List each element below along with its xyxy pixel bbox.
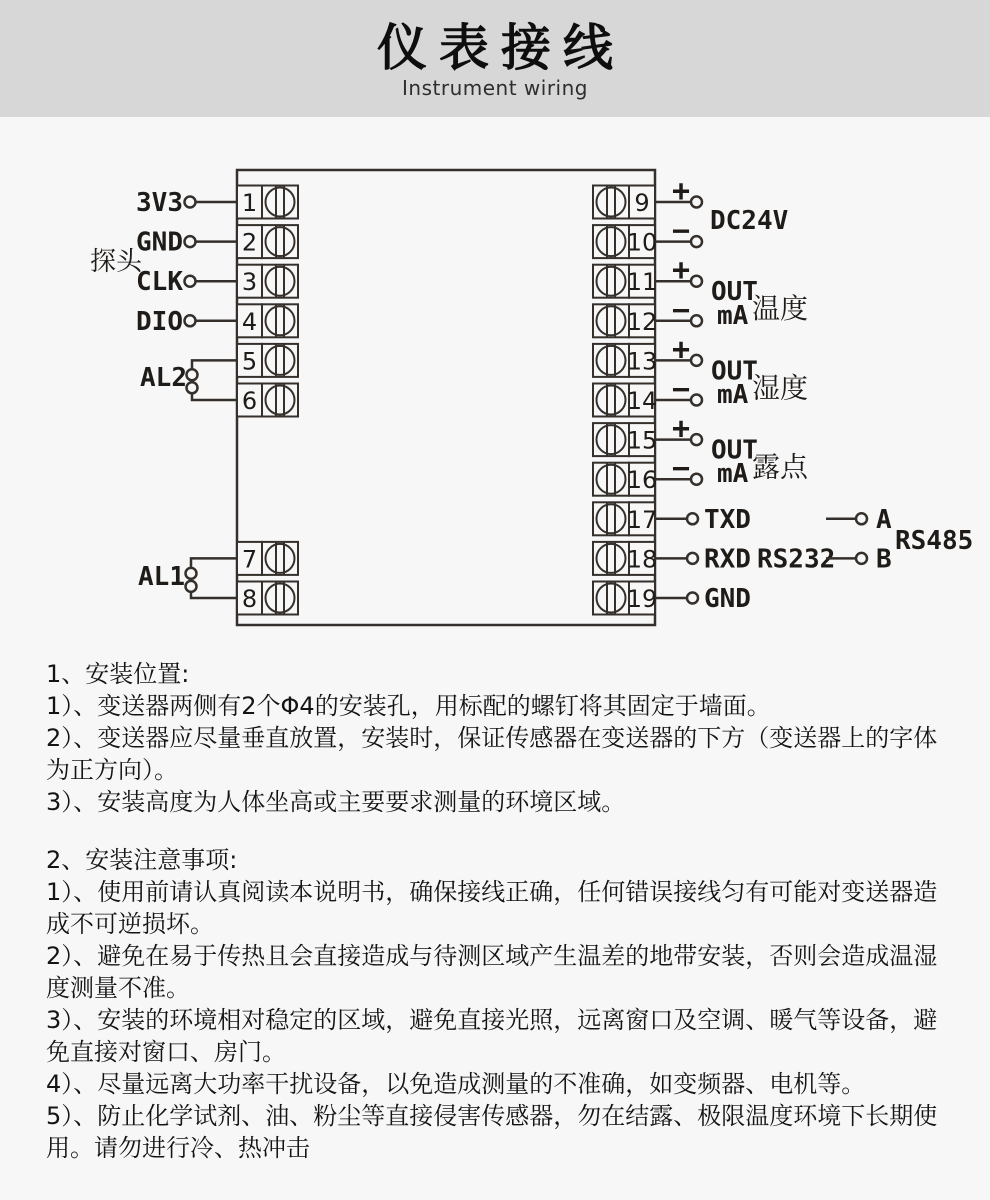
terminal-number: 2 <box>241 228 258 257</box>
txd-label: TXD <box>704 504 751 535</box>
instruction-item: 3）、安装的环境相对稳定的区域，避免直接光照，远离窗口及空调、暖气等设备，避免直接对窗口、房门。 <box>46 1006 938 1066</box>
terminal-2 <box>237 225 298 258</box>
terminal-8 <box>237 582 298 615</box>
terminal-13 <box>593 344 657 377</box>
terminal-12 <box>593 304 657 337</box>
output-dewpoint <box>655 412 809 490</box>
out-label: OUT <box>711 435 758 466</box>
wiring-diagram <box>0 117 990 652</box>
terminal-17 <box>593 502 657 535</box>
rs485-b-label: B <box>876 544 892 575</box>
minus-sign: − <box>671 213 691 249</box>
terminal-16 <box>593 463 657 496</box>
alarm-al2 <box>140 360 237 400</box>
probe-label: 探头 <box>90 247 143 277</box>
terminal-number: 7 <box>241 545 258 574</box>
page-title: 仪表接线 <box>377 19 625 77</box>
terminal-number: 19 <box>626 585 658 613</box>
output-humidity <box>655 332 808 410</box>
rs232-label: RS232 <box>757 544 836 575</box>
instruction-item: 3）、安装高度为人体坐高或主要要求测量的环境区域。 <box>46 788 626 816</box>
terminal-number: 16 <box>626 466 658 495</box>
terminal-number: 1 <box>241 189 258 217</box>
instruction-item: 5）、防止化学试剂、油、粉尘等直接侵害传感器，勿在结露、极限温度环境下长期使用。请勿进行冷、热冲击 <box>46 1102 938 1162</box>
terminal-18 <box>593 542 657 575</box>
installation-instructions <box>0 652 990 1164</box>
section-install-notes <box>46 844 940 1164</box>
pin-label-dio: DIO <box>136 306 183 337</box>
terminal-number: 8 <box>241 585 258 613</box>
rs485-label: RS485 <box>895 526 974 556</box>
terminal-1 <box>237 186 298 219</box>
page-header <box>0 0 990 117</box>
instruction-item: 1）、使用前请认真阅读本说明书，确保接线正确，任何错误接线匀有可能对变送器造成不可逆损坏。 <box>46 878 938 938</box>
gnd-label: GND <box>704 584 751 614</box>
ma-label: mA <box>717 300 749 331</box>
minus-sign: − <box>671 451 691 487</box>
rs485-a-label: A <box>876 504 892 535</box>
humidity-label: 湿度 <box>752 371 809 405</box>
terminal-number: 10 <box>626 228 658 257</box>
terminal-5 <box>237 344 298 377</box>
alarm-al1 <box>138 558 237 598</box>
instruction-item: 2）、变送器应尽量垂直放置，安装时，保证传感器在变送器的下方（变送器上的字体为正方向）。 <box>46 724 938 784</box>
terminal-number: 11 <box>626 268 658 297</box>
al1-label: AL1 <box>138 562 185 592</box>
serial-rs485 <box>826 505 973 575</box>
terminal-19 <box>593 582 657 615</box>
dc24v-label: DC24V <box>710 206 789 236</box>
instruction-item: 1）、变送器两侧有2个Φ4的安装孔，用标配的螺钉将其固定于墙面。 <box>46 692 771 720</box>
terminal-number: 5 <box>241 347 258 376</box>
terminal-number: 14 <box>626 387 658 415</box>
terminal-9 <box>593 186 655 219</box>
instruction-item: 2）、避免在易于传热且会直接造成与待测区域产生温差的地带安装，否则会造成温湿度测量不准。 <box>46 942 938 1002</box>
out-label: OUT <box>711 277 758 308</box>
al2-label: AL2 <box>140 363 187 393</box>
section-install-position <box>46 658 940 818</box>
terminal-number: 15 <box>626 426 658 455</box>
terminal-10 <box>593 225 657 258</box>
terminal-3 <box>237 265 298 298</box>
terminal-number: 12 <box>626 307 658 336</box>
terminal-11 <box>593 265 657 298</box>
out-label: OUT <box>711 356 758 387</box>
output-temperature <box>655 253 808 331</box>
instruction-item: 4）、尽量远离大功率干扰设备，以免造成测量的不准确，如变频器、电机等。 <box>46 1070 866 1098</box>
pin-label-clk: CLK <box>136 267 183 298</box>
plus-sign: + <box>671 253 691 289</box>
terminal-number: 3 <box>241 268 258 297</box>
probe-wiring <box>90 188 237 337</box>
minus-sign: − <box>671 372 691 407</box>
serial-rs232 <box>655 505 835 614</box>
terminal-number: 17 <box>626 505 658 534</box>
plus-sign: + <box>671 411 691 447</box>
ma-label: mA <box>717 380 749 410</box>
terminal-14 <box>593 384 657 417</box>
terminal-number: 18 <box>626 545 658 574</box>
ma-label: mA <box>717 459 749 490</box>
minus-sign: − <box>671 292 691 328</box>
plus-sign: + <box>671 332 691 368</box>
section-heading: 1、安装位置: <box>46 660 190 688</box>
terminal-number: 13 <box>626 347 658 376</box>
terminal-number: 6 <box>241 387 258 415</box>
dewpoint-label: 露点 <box>752 450 809 484</box>
page-subtitle: Instrument wiring <box>402 76 588 100</box>
power-dc24v <box>655 174 788 249</box>
wiring-diagram-svg <box>0 117 990 652</box>
terminal-15 <box>593 423 657 456</box>
rxd-label: RXD <box>704 544 751 575</box>
terminal-4 <box>237 304 298 337</box>
terminal-7 <box>237 542 298 575</box>
terminal-6 <box>237 384 298 417</box>
terminal-number: 9 <box>634 189 650 217</box>
terminal-number: 4 <box>241 307 258 336</box>
section-heading: 2、安装注意事项: <box>46 846 238 874</box>
pin-label-gnd: GND <box>136 227 183 258</box>
plus-sign: + <box>671 174 691 209</box>
temperature-label: 温度 <box>752 292 809 326</box>
pin-label-3v3: 3V3 <box>136 188 183 218</box>
